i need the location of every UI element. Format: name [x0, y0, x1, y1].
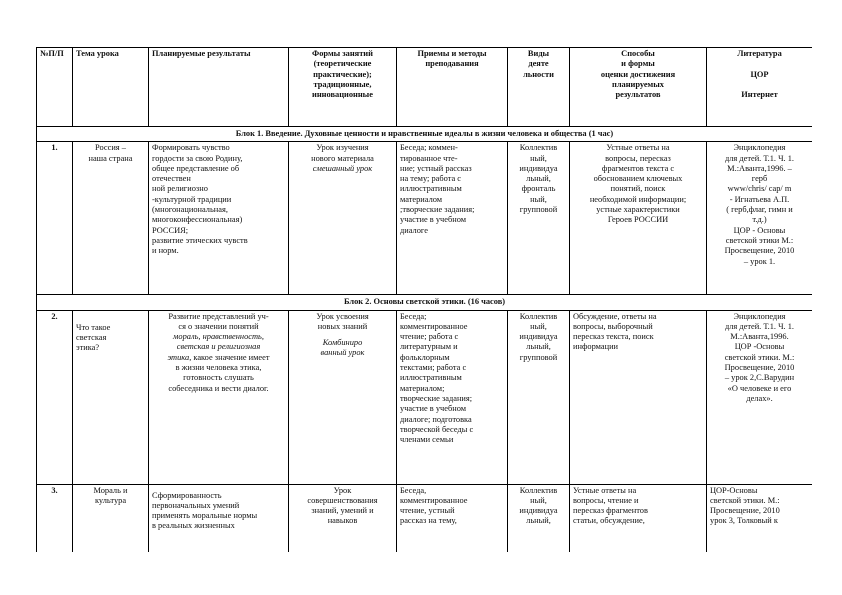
table-row: [37, 142, 813, 295]
lesson-forms: Урок совершенствования знаний, умений и навыков: [289, 484, 397, 552]
lesson-results: [149, 310, 289, 484]
lesson-forms-extra: Комбиниро ванный урок: [320, 338, 365, 358]
block-title: Блок 1. Введение. Духовные ценности и нравственные идеалы в жизни человека и общества (1 час): [37, 127, 813, 142]
table-row: [37, 310, 813, 484]
lesson-plan-table: [36, 47, 812, 552]
lesson-topic: Россия – наша страна: [73, 142, 149, 295]
lesson-forms: [289, 142, 397, 295]
lesson-activity: Коллектив ный, индивидуа льный, фронталь ный, групповой: [508, 142, 570, 295]
lesson-literature: Энциклопедия для детей. Т.1. Ч. 1. М.:Аванта,1996. – герб www/chris/ cap/ m - Игнатьева А.П. ( герб,флаг, гимн и т.д.) ЦОР - Основы светской этики М.: Просвещение, 2010 – урок 1.: [707, 142, 813, 295]
lesson-results-rest: , какое значение имеет в жизни человека этика, готовность слушать собеседника и вести диалог.: [168, 352, 270, 393]
lesson-methods: Беседа; коммен- тированное чте- ние; устный рассказ на тему; работа с иллюстративным материалом ;творческие задания; участие в учебном диалоге: [397, 142, 508, 295]
block-row-2: [37, 295, 813, 310]
lesson-number: 1.: [37, 142, 73, 295]
lesson-literature: Энциклопедия для детей. Т.1. Ч. 1. М.:Аванта,1996. ЦОР -Основы светской этики. М.: Просвещение, 2010 – урок 2,С.Варудин «О человеке и его делах».: [707, 310, 813, 484]
header-results: Планируемые результаты: [149, 48, 289, 127]
header-forms: Формы занятий (теоретические практические); традиционные, инновационные: [289, 48, 397, 127]
lesson-methods: Беседа; комментированное чтение; работа с литературным и фольклорным текстами; работа с иллюстративным материалом; творческие задания; участие в учебном диалоге; подготовка творческой беседы с членами семьи: [397, 310, 508, 484]
header-literature: Литература ЦОР Интернет: [707, 48, 813, 127]
header-assessment: Способы и формы оценки достижения планируемых результатов: [570, 48, 707, 127]
header-topic: Тема урока: [73, 48, 149, 127]
lesson-assessment: Устные ответы на вопросы, пересказ фрагментов текста с обоснованием ключевых понятий, поиск необходимой информации; устные характеристики Героев РОССИИ: [570, 142, 707, 295]
lesson-topic: Мораль и культура: [73, 484, 149, 552]
lesson-literature: ЦОР-Основы светской этики. М.: Просвещение, 2010 урок 3, Толковый к: [707, 484, 813, 552]
lesson-number: 3.: [37, 484, 73, 552]
lesson-forms: [289, 310, 397, 484]
lesson-plan-page: [36, 47, 812, 552]
lesson-results-terms: мораль, нравственность, светская и религиозная этика: [167, 332, 264, 362]
lesson-results: Формировать чувство гордости за свою Родину, общее представление об отечествен ной религиозно -культурной традиции (многонациональная, многоконфессиональная) РОССИЯ; развитие этических чувств и норм.: [149, 142, 289, 295]
header-activity: Виды деяте льности: [508, 48, 570, 127]
lesson-forms-extra: смешанный урок: [312, 163, 373, 173]
lesson-methods: Беседа, комментированное чтение, устный рассказ на тему,: [397, 484, 508, 552]
lesson-forms-main: Урок усвоения новых знаний: [316, 311, 369, 331]
lesson-number: 2.: [37, 310, 73, 484]
lesson-results: Сформированность первоначальных умений применять моральные нормы в реальных жизненных: [149, 484, 289, 552]
lesson-forms-main: Урок изучения нового материала: [311, 143, 374, 163]
lesson-activity: Коллектив ный, индивидуа льный,: [508, 484, 570, 552]
block-row-1: [37, 127, 813, 142]
table-header-row: [37, 48, 813, 127]
lesson-results-intro: Развитие представлений уч- ся о значении понятий: [168, 311, 269, 331]
lesson-assessment: Обсуждение, ответы на вопросы, выборочный пересказ текста, поиск информации: [570, 310, 707, 484]
lesson-topic: Что такое светская этика?: [73, 310, 149, 484]
lesson-assessment: Устные ответы на вопросы, чтение и пересказ фрагментов статьи, обсуждение,: [570, 484, 707, 552]
header-methods: Приемы и методы преподавания: [397, 48, 508, 127]
header-num: №П/П: [37, 48, 73, 127]
lesson-activity: Коллектив ный, индивидуа льный, групповой: [508, 310, 570, 484]
table-row: [37, 484, 813, 552]
block-title: Блок 2. Основы светской этики. (16 часов): [37, 295, 813, 310]
